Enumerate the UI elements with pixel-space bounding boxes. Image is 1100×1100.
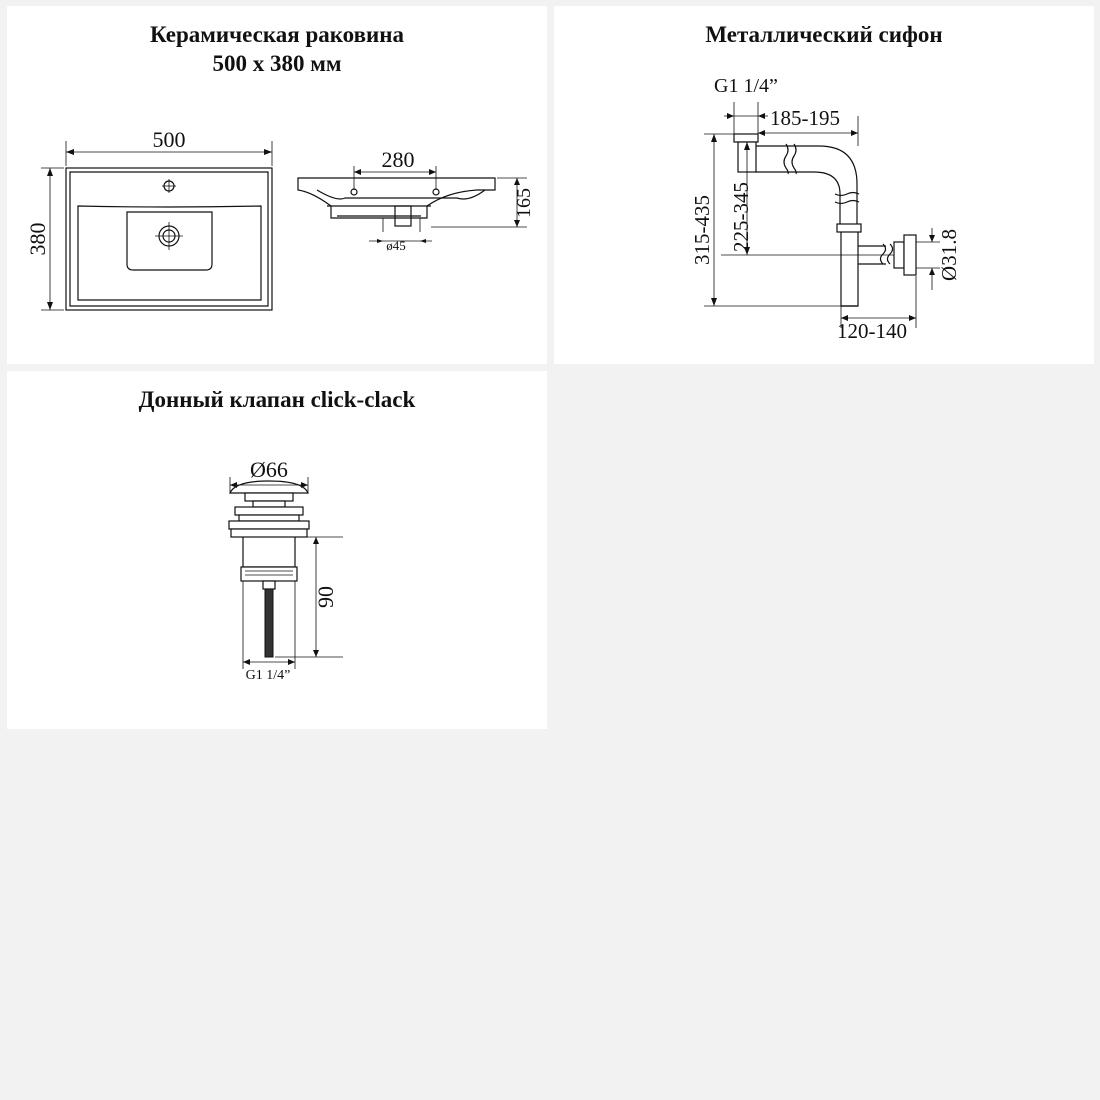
- siphon-thread-label: G1 1/4”: [714, 75, 778, 97]
- sink-bowl-flat: [78, 206, 261, 300]
- valve-title-text: Донный клапан click-clack: [138, 387, 416, 412]
- valve-stem: [265, 589, 273, 657]
- valve-length-label: 90: [313, 586, 338, 608]
- sink-top-view: [25, 127, 272, 310]
- sink-panel: [7, 6, 547, 364]
- valve-panel: [7, 371, 547, 729]
- sink-width-label: 500: [152, 127, 186, 152]
- sink-basin: [127, 212, 212, 270]
- sink-holes-label: 280: [381, 147, 415, 172]
- valve-cap-label: Ø66: [250, 457, 288, 482]
- valve-body: [229, 481, 309, 657]
- sink-side-view: [298, 147, 535, 253]
- siphon-total-height-label: 315-435: [690, 195, 714, 265]
- valve-cap: [230, 481, 308, 493]
- sink-height-label: 380: [25, 222, 50, 256]
- sink-drawing: [7, 6, 547, 364]
- sink-title-line1: Керамическая раковина: [149, 22, 405, 47]
- sink-drain-label: ø45: [386, 238, 406, 253]
- siphon-title-text: Металлический сифон: [705, 22, 943, 47]
- sink-depth-label: 165: [513, 188, 535, 218]
- siphon-wall-label: 120-140: [837, 319, 907, 343]
- siphon-drawing: [554, 6, 1094, 364]
- siphon-reach-label: 185-195: [770, 106, 840, 130]
- valve-thread-label: G1 1/4”: [245, 668, 291, 683]
- siphon-body: [734, 134, 916, 306]
- valve-drawing: [7, 371, 547, 729]
- siphon-pipe-label: Ø31.8: [937, 229, 961, 281]
- siphon-dimensions: [690, 75, 961, 343]
- siphon-outlet-height-label: 225-345: [729, 182, 753, 252]
- sink-title-line2: 500 x 380 мм: [212, 51, 342, 76]
- siphon-panel: [554, 6, 1094, 364]
